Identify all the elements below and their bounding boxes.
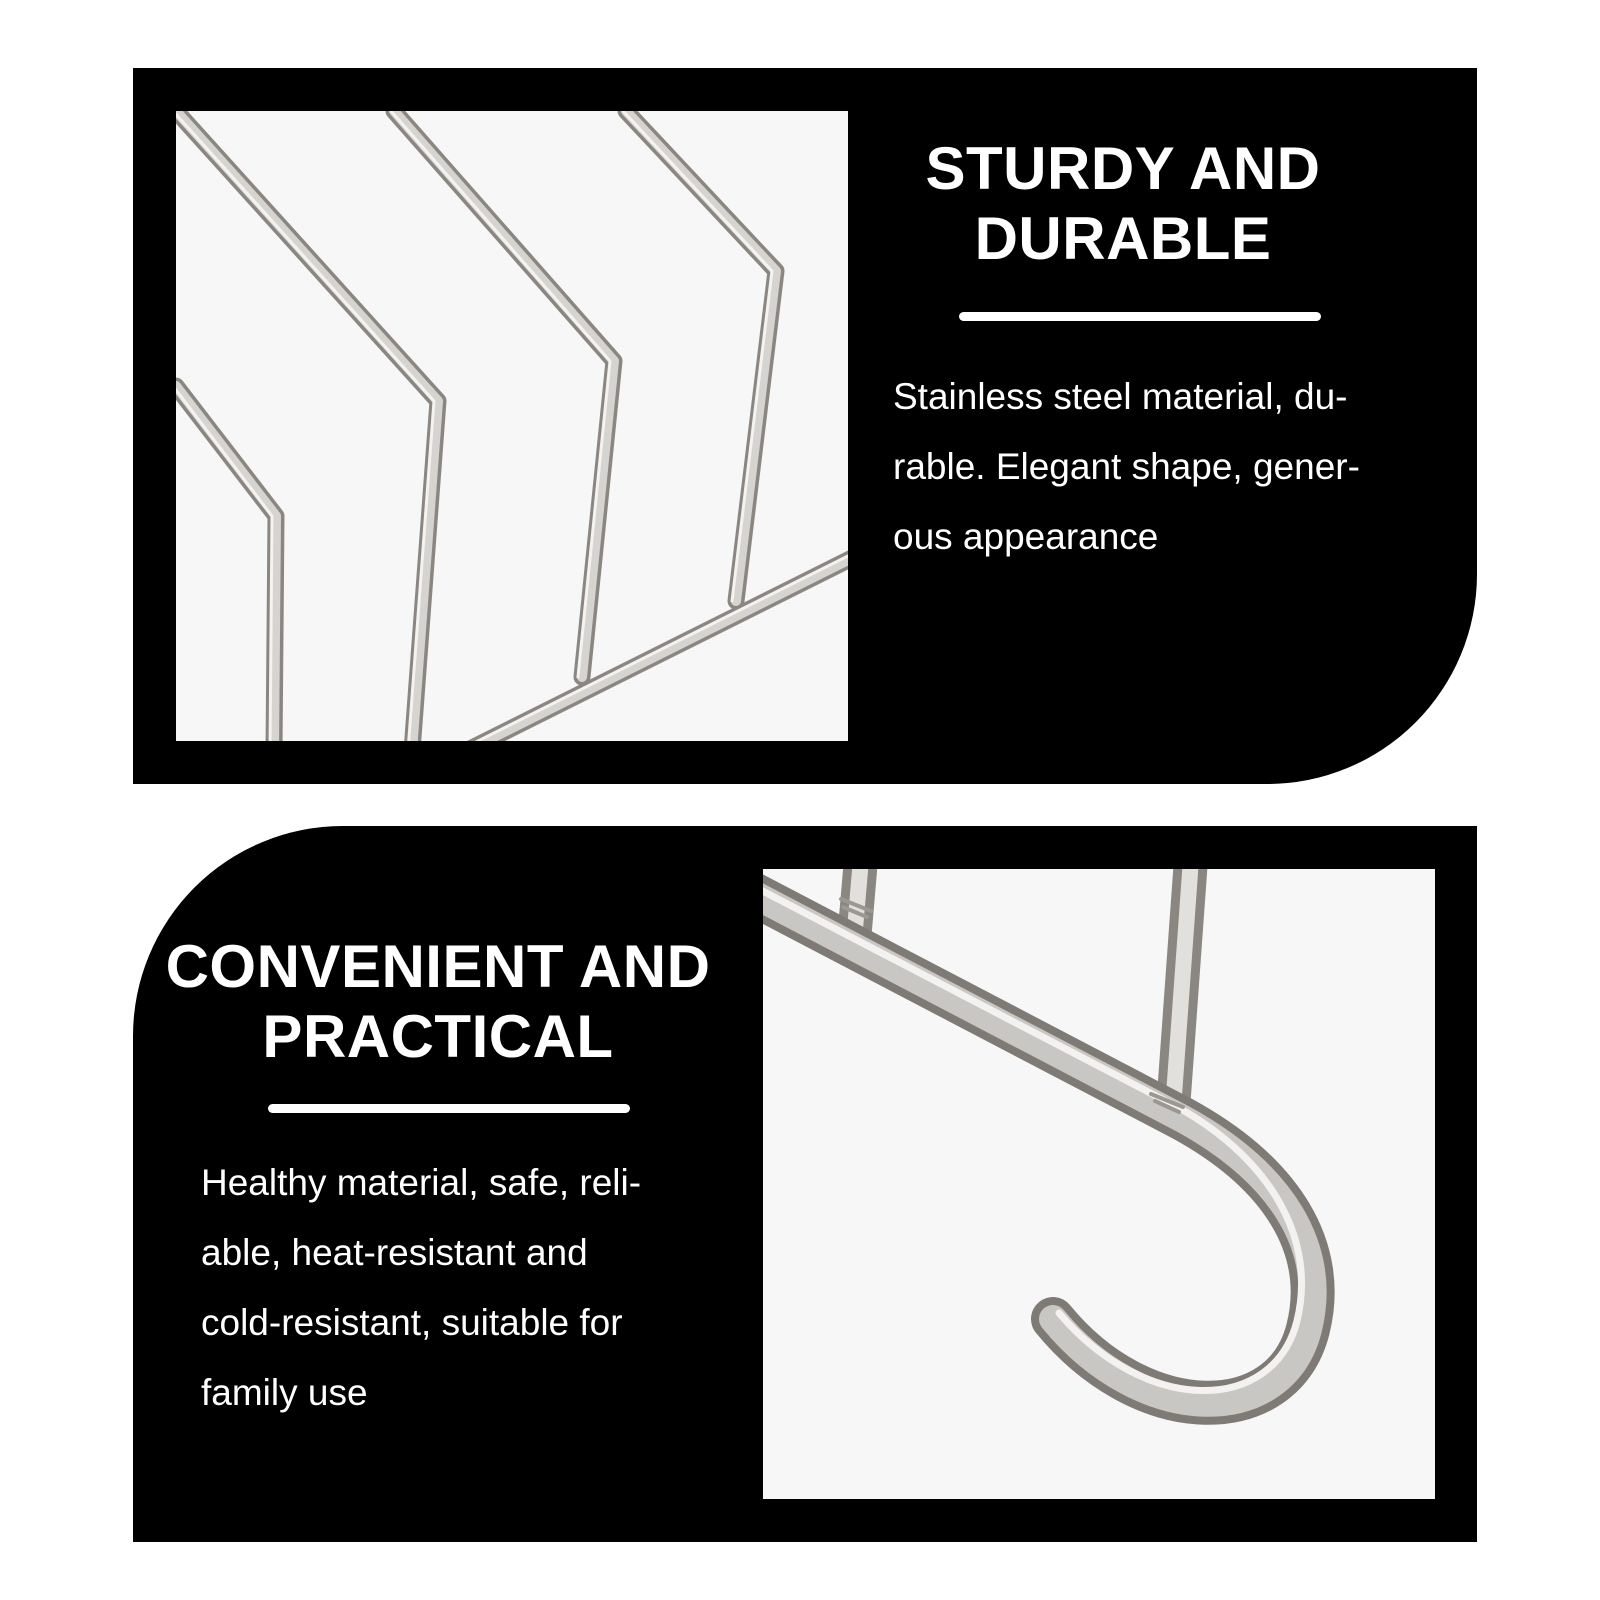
section-heading: CONVENIENT AND PRACTICAL (165, 933, 711, 1070)
heading-divider (268, 1104, 630, 1113)
rack-wires-photo (176, 111, 848, 741)
hook-photo (763, 869, 1435, 1499)
feature-panel-convenient (133, 826, 1477, 1542)
feature-panel-sturdy (133, 68, 1477, 784)
section-description: Stainless steel material, du- rable. Elegant shape, gener- ous appearance (893, 376, 1360, 557)
heading-divider (959, 312, 1321, 321)
section-heading: STURDY AND DURABLE (925, 135, 1321, 272)
section-description: Healthy material, safe, reli- able, heat-resistant and cold-resistant, suitable for family use (201, 1162, 642, 1413)
